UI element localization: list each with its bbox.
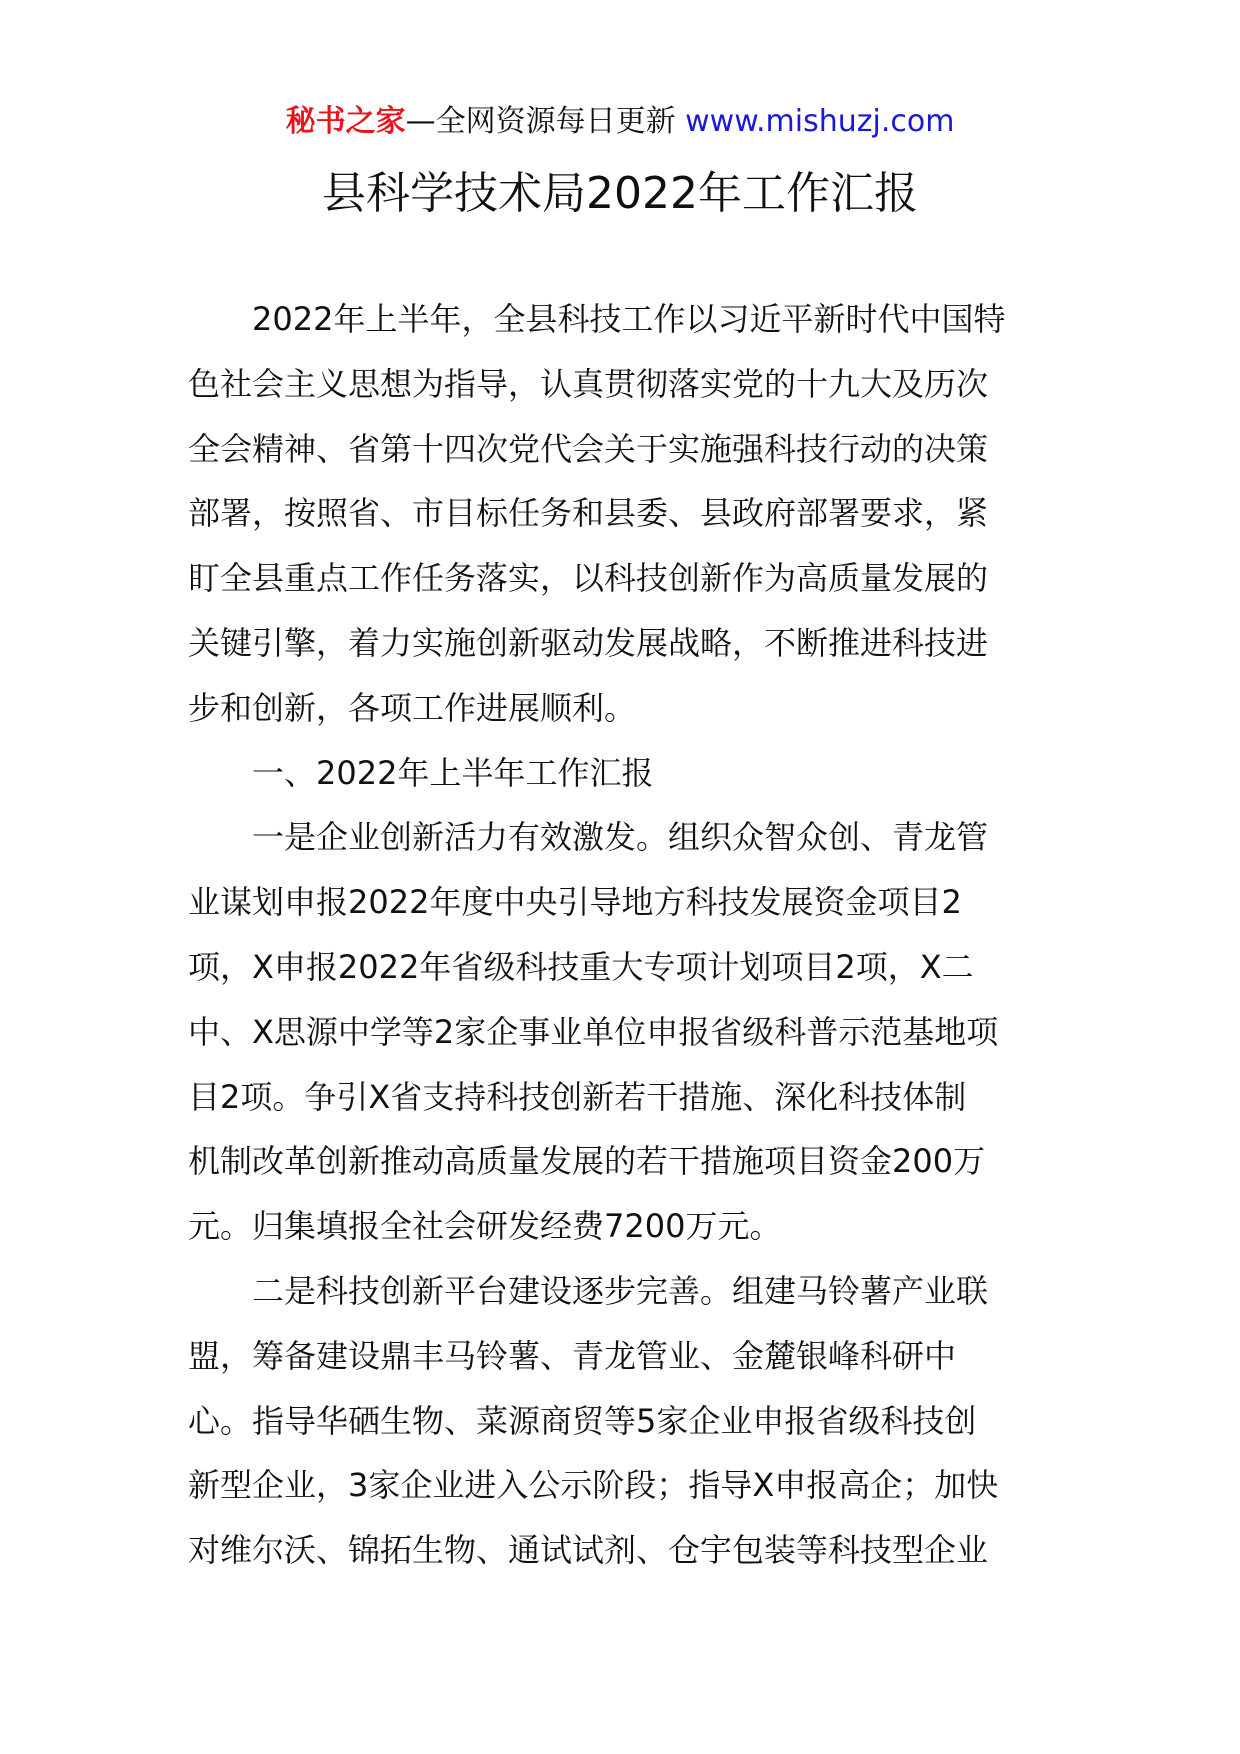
section-heading: 一、2022年上半年工作汇报 bbox=[252, 753, 654, 792]
paragraph-enterprise-innovation bbox=[188, 805, 1054, 1259]
paragraph-line: 新型企业，3家企业进入公示阶段；指导X申报高企；加快 bbox=[188, 1466, 999, 1505]
site-url-link[interactable]: www.mishuzj.com bbox=[685, 104, 955, 139]
paragraph-intro bbox=[188, 287, 1054, 741]
paragraph-line: 业谋划申报2022年度中央引导地方科技发展资金项目2 bbox=[188, 883, 962, 922]
paragraph-line: 对维尔沃、锦拓生物、通试试剂、仓宇包装等科技型企业 bbox=[188, 1531, 989, 1570]
paragraph-platform-building bbox=[188, 1259, 1054, 1583]
paragraph-line: 机制改革创新推动高质量发展的若干措施项目资金200万 bbox=[188, 1142, 986, 1181]
paragraph-line: 项，X申报2022年省级科技重大专项计划项目2项，X二 bbox=[188, 947, 974, 986]
paragraph-line: 盟，筹备建设鼎丰马铃薯、青龙管业、金麓银峰科研中 bbox=[188, 1336, 957, 1375]
paragraph-line: 元。归集填报全社会研发经费7200万元。 bbox=[188, 1207, 782, 1246]
paragraph-line: 步和创新，各项工作进展顺利。 bbox=[188, 688, 637, 727]
paragraph-line: 全会精神、省第十四次党代会关于实施强科技行动的决策 bbox=[188, 429, 989, 468]
paragraph-line: 色社会主义思想为指导，认真贯彻落实党的十九大及历次 bbox=[188, 364, 989, 403]
paragraph-line: 部署，按照省、市目标任务和县委、县政府部署要求，紧 bbox=[188, 494, 989, 533]
document-body bbox=[188, 287, 1054, 1583]
paragraph-line: 目2项。争引X省支持科技创新若干措施、深化科技体制 bbox=[188, 1077, 967, 1116]
paragraph-line: 二是科技创新平台建设逐步完善。组建马铃薯产业联 bbox=[252, 1271, 989, 1310]
paragraph-line: 2022年上半年，全县科技工作以习近平新时代中国特 bbox=[252, 300, 1006, 338]
header-tagline: —全网资源每日更新 bbox=[405, 104, 676, 139]
paragraph-line: 盯全县重点工作任务落实，以科技创新作为高质量发展的 bbox=[188, 559, 989, 598]
document-title: 县科学技术局2022年工作汇报 bbox=[322, 168, 918, 219]
brand-name: 秘书之家 bbox=[285, 104, 406, 139]
paragraph-line: 心。指导华硒生物、菜源商贸等5家企业申报省级科技创 bbox=[188, 1401, 977, 1440]
header-banner bbox=[0, 102, 1240, 142]
paragraph-line: 关键引擎，着力实施创新驱动发展战略，不断推进科技进 bbox=[188, 623, 989, 662]
paragraph-line: 中、X思源中学等2家企事业单位申报省级科普示范基地项 bbox=[188, 1012, 999, 1051]
paragraph-line: 一是企业创新活力有效激发。组织众智众创、青龙管 bbox=[252, 818, 989, 857]
